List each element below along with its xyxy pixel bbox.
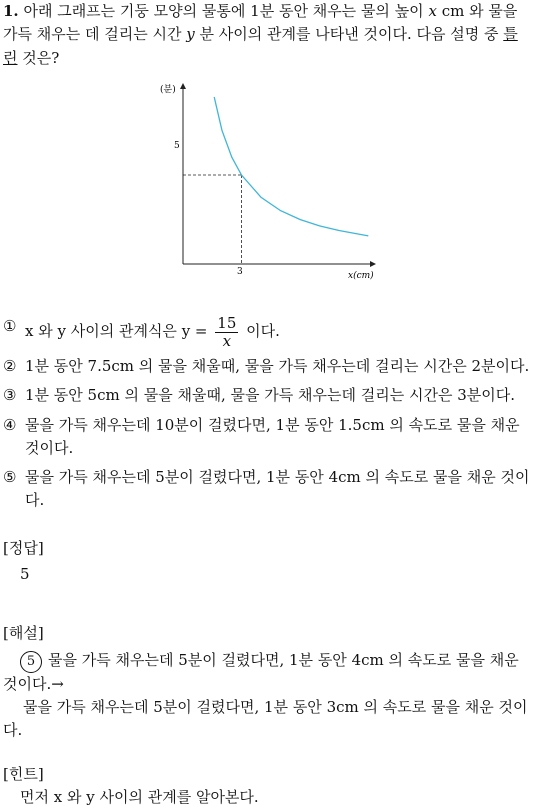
explanation-line-1: 물을 가득 채우는데 5분이 걸렸다면, 1분 동안 4cm 의 속도로 물을 채운 것이다.→ xyxy=(3,651,519,693)
y-tick-5: 5 xyxy=(174,141,180,151)
option-text-after: 이다. xyxy=(246,322,280,340)
option-2[interactable] xyxy=(3,355,531,378)
question-number: 1. xyxy=(3,2,19,20)
question-text-end: 것은? xyxy=(22,48,60,67)
question-text-3: 분 사이의 관계를 나타낸 것이다. 다음 설명 중 xyxy=(199,25,499,44)
hint-label: [힌트] xyxy=(3,765,44,783)
option-text: 물을 가득 채우는데 5분이 걸렸다면, 1분 동안 4cm 의 속도로 물을 채운 것이다. xyxy=(25,468,530,510)
question-text-2: cm 와 물을 가득 채우는 데 걸리는 시간 xyxy=(3,2,518,44)
x-variable: x xyxy=(428,2,437,20)
option-mark: ③ xyxy=(3,386,17,405)
options-list xyxy=(3,315,531,519)
option-mark: ⑤ xyxy=(3,468,17,486)
y-variable: y xyxy=(186,25,195,44)
circled-number: 5 xyxy=(20,651,42,673)
question xyxy=(3,0,531,70)
answer-label: [정답] xyxy=(3,539,44,557)
x-unit-label: x(cm) xyxy=(348,271,374,281)
option-5[interactable] xyxy=(3,466,531,513)
underlined-word: 틀린 xyxy=(3,25,518,67)
explanation-label: [해설] xyxy=(3,624,44,642)
y-unit-label: (분) xyxy=(160,85,176,95)
answer-value: 5 xyxy=(20,565,30,583)
option-1[interactable] xyxy=(3,315,531,349)
option-text: 1분 동안 5cm 의 물을 채울때, 물을 가득 채우는데 걸리는 시간은 3분이다. xyxy=(25,386,515,405)
fraction-denominator: x xyxy=(222,331,232,350)
option-text-before: x 와 y 사이의 관계식은 y = xyxy=(25,322,208,340)
inverse-proportion-graph xyxy=(150,78,390,288)
question-text-1: 아래 그래프는 기둥 모양의 물통에 1분 동안 채우는 물의 높이 xyxy=(23,2,424,20)
option-mark: ① xyxy=(3,317,17,335)
fraction xyxy=(215,315,238,349)
option-text: 물을 가득 채우는데 10분이 걸렸다면, 1분 동안 1.5cm 의 속도로 물을 채운 것이다. xyxy=(25,415,520,457)
fraction-numerator: 15 xyxy=(217,314,237,332)
explanation-line-2: 물을 가득 채우는데 5분이 걸렸다면, 1분 동안 3cm 의 속도로 물을 채운 것이다. xyxy=(3,698,528,740)
option-mark: ④ xyxy=(3,415,17,434)
option-mark: ② xyxy=(3,357,17,375)
x-tick-3: 3 xyxy=(237,267,243,277)
hint-text: 먼저 x 와 y 사이의 관계를 알아본다. xyxy=(20,788,259,806)
explanation-body xyxy=(3,649,531,696)
option-text: 1분 동안 7.5cm 의 물을 채울때, 물을 가득 채우는데 걸리는 시간은 2분이다. xyxy=(25,357,530,375)
curve-y-15-over-x xyxy=(214,97,368,236)
option-4[interactable] xyxy=(3,414,531,461)
option-3[interactable] xyxy=(3,384,531,407)
